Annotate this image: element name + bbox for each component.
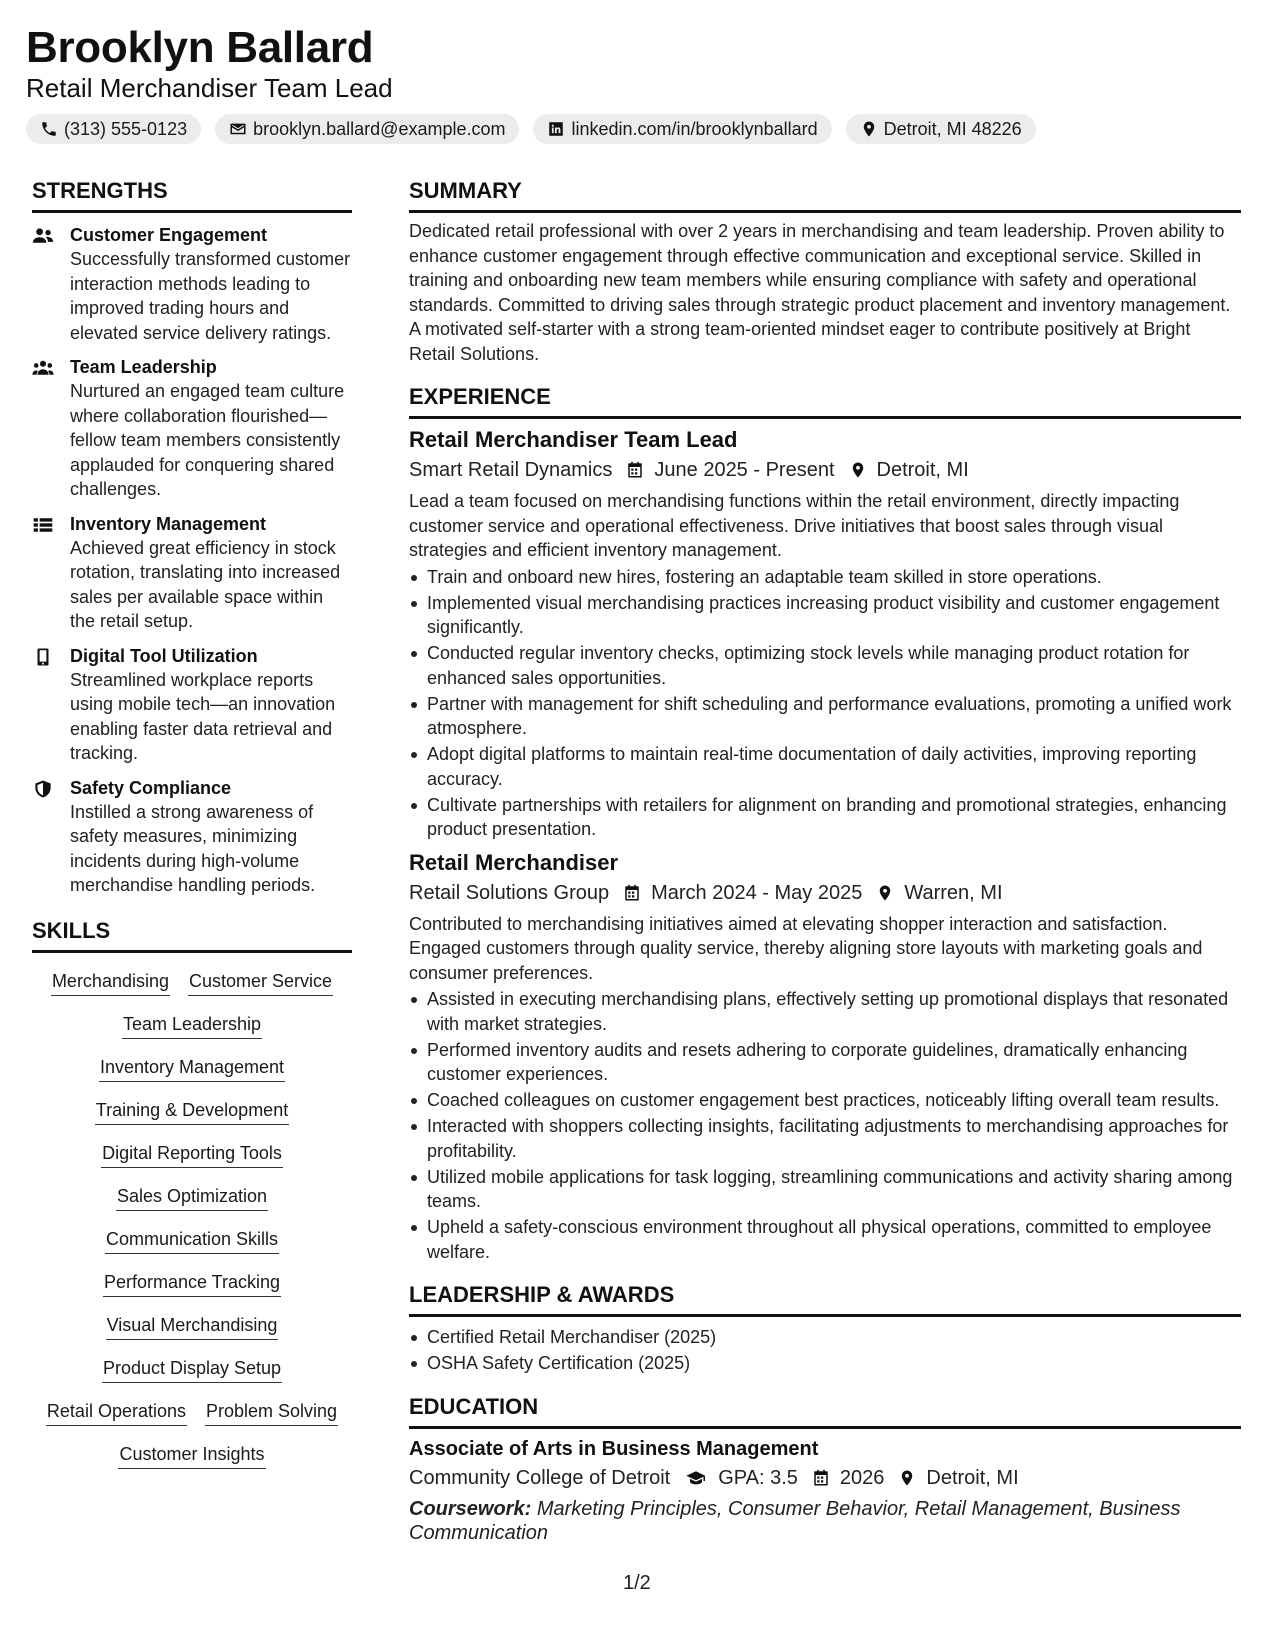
calendar-icon xyxy=(812,1469,830,1487)
job-description: Contributed to merchandising initiatives aimed at elevating shopper interaction and satisfaction. Engaged customers through quality service, thereby aligning store layouts with marketing goals and consumer preferences. xyxy=(409,913,1203,983)
bullet-item: Performed inventory audits and resets adhering to corporate guidelines, dramatically enhancing customer experiences. xyxy=(409,1038,1241,1087)
strength-item xyxy=(32,512,352,634)
strength-item xyxy=(32,223,352,345)
skill-tag: Inventory Management xyxy=(99,1055,285,1082)
resume-header xyxy=(26,22,1250,144)
phone-contact[interactable] xyxy=(26,114,201,144)
strength-desc: Achieved great efficiency in stock rotation, translating into increased sales per available space within the retail setup. xyxy=(70,537,341,631)
map-pin-icon xyxy=(849,461,867,479)
summary-heading: SUMMARY xyxy=(409,176,1241,213)
strength-desc: Streamlined workplace reports using mobile tech—an innovation enabling faster data retrieval and tracking. xyxy=(70,669,336,763)
job-dates: March 2024 - May 2025 xyxy=(651,881,863,904)
job-description: Lead a team focused on merchandising functions within the retail environment, directly impacting customer service and operational effectiveness. Drive initiatives that boost sales through visual strategies and efficient inventory management. xyxy=(409,491,1180,560)
shield-icon xyxy=(32,780,54,798)
bullet-item: Adopt digital platforms to maintain real-time documentation of daily activities, improving reporting accuracy. xyxy=(409,742,1241,791)
skill-tag: Problem Solving xyxy=(205,1399,338,1426)
experience-heading: EXPERIENCE xyxy=(409,382,1241,419)
contact-bar xyxy=(26,114,1250,144)
users-icon xyxy=(32,227,54,245)
candidate-headline: Retail Merchandiser Team Lead xyxy=(26,73,393,103)
bullet-item: Assisted in executing merchandising plans, effectively setting up promotional displays that resonated with market strategies. xyxy=(409,987,1241,1036)
page-number: 1/2 xyxy=(623,1572,651,1594)
strength-desc: Successfully transformed customer interaction methods leading to improved trading hours and elevated service delivery ratings. xyxy=(70,249,351,343)
summary-text: Dedicated retail professional with over 2 years in merchandising and team leadership. Proven ability to enhance customer engagement through effective communication and exceptional service. Skilled in training and onboarding new team members while ensuring compliance with safety and operational standards. Committed to driving sales through strategic product placement and inventory management. A motivated self-starter with a strong team-oriented mindset eager to contribute positively at Bright Retail Solutions. xyxy=(409,221,1231,364)
education-gpa: GPA: 3.5 xyxy=(718,1466,798,1489)
strength-desc: Nurtured an engaged team culture where collaboration flourished—fellow team members consistently applauded for conquering shared challenges. xyxy=(70,381,345,499)
education-coursework xyxy=(409,1497,1241,1546)
job-company: Retail Solutions Group xyxy=(409,881,610,904)
bullet-item: Upheld a safety-conscious environment throughout all physical operations, committed to employee welfare. xyxy=(409,1215,1241,1264)
bullet-item: Train and onboard new hires, fostering an adaptable team skilled in store operations. xyxy=(409,565,1241,590)
skills-heading: SKILLS xyxy=(32,916,352,953)
job-meta xyxy=(409,878,1241,908)
skill-tag: Visual Merchandising xyxy=(106,1313,279,1340)
job-bullets xyxy=(409,565,1241,842)
job-meta xyxy=(409,455,1241,485)
job-dates: June 2025 - Present xyxy=(654,459,835,481)
education-year: 2026 xyxy=(839,1466,885,1489)
job-entry xyxy=(409,848,1241,1265)
job-title: Retail Merchandiser Team Lead xyxy=(409,427,738,452)
linkedin-icon xyxy=(547,120,565,138)
skills-list xyxy=(32,969,352,1469)
email-contact[interactable] xyxy=(215,114,519,144)
map-pin-icon xyxy=(898,1469,916,1487)
strength-item xyxy=(32,776,352,898)
location-text: Detroit, MI 48226 xyxy=(883,118,1022,139)
candidate-name: Brooklyn Ballard xyxy=(26,23,374,72)
right-column xyxy=(409,176,1241,1546)
job-location: Warren, MI xyxy=(904,881,1003,904)
linkedin-text: linkedin.com/in/brooklynballard xyxy=(571,118,818,139)
skill-tag: Customer Insights xyxy=(118,1442,265,1469)
bullet-item: Conducted regular inventory checks, optimizing stock levels while managing product rotation for enhanced sales opportunities. xyxy=(409,641,1241,690)
skill-tag: Customer Service xyxy=(188,969,333,996)
skill-tag: Retail Operations xyxy=(46,1399,187,1426)
left-column xyxy=(32,176,352,1469)
skill-tag: Training & Development xyxy=(95,1098,289,1125)
bullet-item: Utilized mobile applications for task logging, streamlining communications and activity sharing among teams. xyxy=(409,1165,1241,1214)
graduation-cap-icon xyxy=(684,1469,708,1487)
awards-list xyxy=(409,1325,1241,1376)
skill-tag: Digital Reporting Tools xyxy=(101,1141,283,1168)
skill-tag: Merchandising xyxy=(51,969,170,996)
job-company: Smart Retail Dynamics xyxy=(409,459,613,481)
strength-title: Safety Compliance xyxy=(70,777,232,798)
skill-tag: Sales Optimization xyxy=(116,1184,268,1211)
education-school: Community College of Detroit xyxy=(409,1466,671,1489)
strength-desc: Instilled a strong awareness of safety measures, minimizing incidents during high-volume merchandise handling periods. xyxy=(70,801,316,895)
strength-title: Team Leadership xyxy=(70,357,217,377)
strength-item xyxy=(32,355,352,502)
linkedin-contact[interactable] xyxy=(533,114,831,144)
email-text: brooklyn.ballard@example.com xyxy=(253,118,506,139)
job-location: Detroit, MI xyxy=(876,459,969,481)
award-item: Certified Retail Merchandiser (2025) xyxy=(409,1325,1241,1350)
bullet-item: Cultivate partnerships with retailers for alignment on branding and promotional strategies, enhancing product presentation. xyxy=(409,793,1241,842)
strength-item xyxy=(32,644,352,766)
education-heading: EDUCATION xyxy=(409,1392,1241,1429)
strength-title: Inventory Management xyxy=(70,513,267,534)
envelope-icon xyxy=(229,120,247,138)
job-bullets xyxy=(409,987,1241,1264)
skill-tag: Team Leadership xyxy=(122,1012,262,1039)
mobile-icon xyxy=(32,648,54,666)
skill-tag: Communication Skills xyxy=(105,1227,279,1254)
education-location: Detroit, MI xyxy=(926,1466,1019,1489)
map-pin-icon xyxy=(860,120,878,138)
coursework-label: Coursework: xyxy=(409,1497,532,1520)
map-pin-icon xyxy=(876,884,894,902)
strengths-list xyxy=(32,223,352,898)
phone-icon xyxy=(40,120,58,138)
job-entry xyxy=(409,425,1241,842)
skill-tag: Performance Tracking xyxy=(103,1270,281,1297)
job-title: Retail Merchandiser xyxy=(409,849,619,875)
skill-tag: Product Display Setup xyxy=(102,1356,282,1383)
awards-heading: LEADERSHIP & AWARDS xyxy=(409,1280,1241,1317)
phone-text: (313) 555-0123 xyxy=(64,118,188,139)
coursework-text: Marketing Principles, Consumer Behavior, Retail Management, Business Communication xyxy=(409,1497,1181,1544)
strength-title: Digital Tool Utilization xyxy=(70,645,258,666)
list-icon xyxy=(32,516,54,534)
calendar-icon xyxy=(623,884,641,902)
team-icon xyxy=(32,359,54,377)
education-meta xyxy=(409,1463,1241,1493)
strength-title: Customer Engagement xyxy=(70,225,268,245)
calendar-icon xyxy=(626,461,644,479)
strengths-heading: STRENGTHS xyxy=(32,176,352,213)
bullet-item: Partner with management for shift scheduling and performance evaluations, promoting a unified work atmosphere. xyxy=(409,692,1241,741)
bullet-item: Implemented visual merchandising practices increasing product visibility and customer engagement significantly. xyxy=(409,591,1241,640)
bullet-item: Coached colleagues on customer engagement best practices, noticeably lifting overall team results. xyxy=(409,1088,1241,1113)
location-contact xyxy=(846,114,1036,144)
bullet-item: Interacted with shoppers collecting insights, facilitating adjustments to merchandising approaches for profitability. xyxy=(409,1114,1241,1163)
award-item: OSHA Safety Certification (2025) xyxy=(409,1351,1241,1376)
education-degree: Associate of Arts in Business Management xyxy=(409,1437,819,1460)
